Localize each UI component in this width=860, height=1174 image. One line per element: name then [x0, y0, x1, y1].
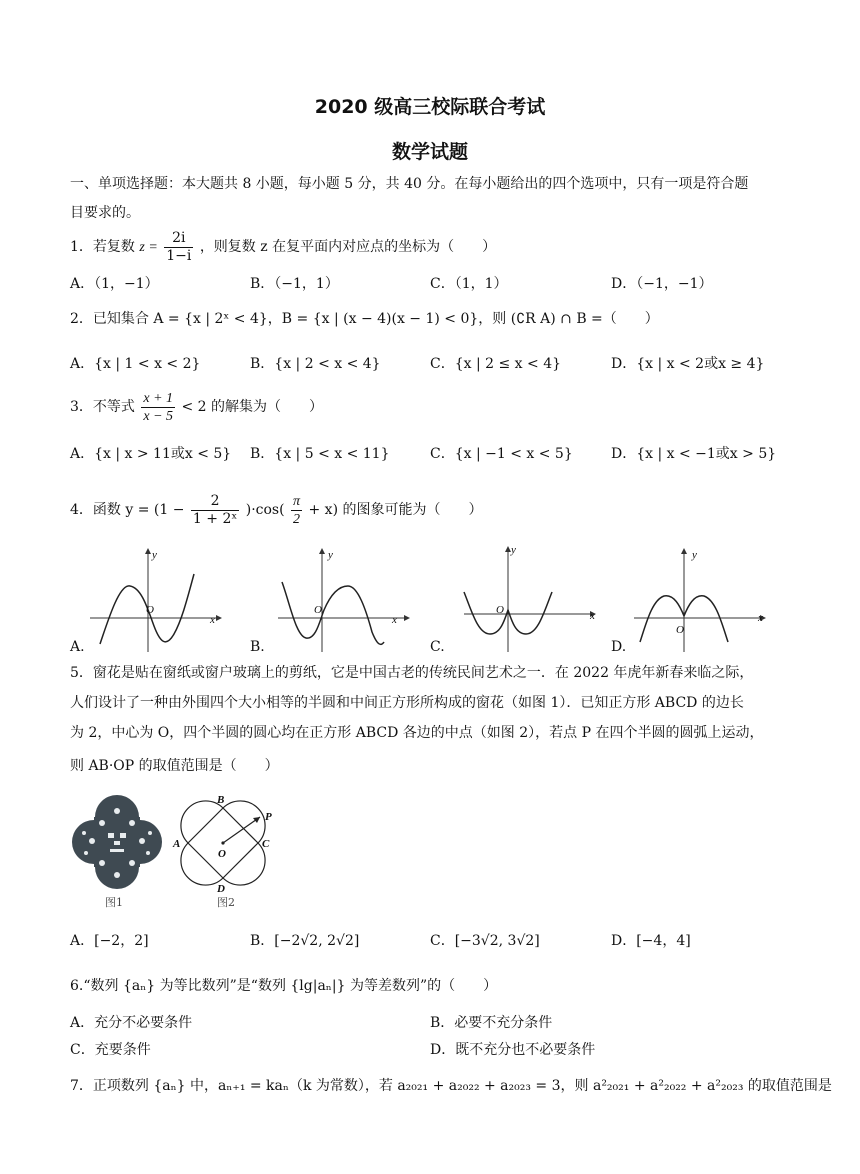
q5-figure-1: [72, 793, 162, 891]
q2-option-a[interactable]: A．{x | 1 < x < 2}: [70, 356, 201, 372]
q4-option-d-label[interactable]: D.: [611, 639, 627, 655]
q4-graph-a-y-label: y: [152, 549, 157, 561]
q5-label-p: P: [265, 811, 272, 823]
page-title: 2020 级高三校际联合考试: [314, 96, 546, 118]
q4-graph-d-origin: O: [676, 624, 684, 636]
q1-option-a[interactable]: A．（1，−1）: [70, 276, 159, 292]
q5-option-c[interactable]: C．[−3√2, 3√2]: [430, 933, 540, 949]
q5-line4: 则 AB·OP 的取值范围是（ ）: [70, 758, 279, 774]
q1-suffix: ，则复数 z 在复平面内对应点的坐标为（ ）: [199, 239, 497, 255]
q2-option-d[interactable]: D．{x | x < 2或x ≥ 4}: [611, 356, 765, 372]
q6-option-d[interactable]: D．既不充分也不必要条件: [430, 1042, 596, 1058]
q4-graph-c-x-label: x: [590, 610, 595, 622]
q6-option-b[interactable]: B．必要不充分条件: [430, 1015, 553, 1031]
q1-prefix: 1．若复数: [70, 239, 135, 255]
q1-numerator: 2i: [164, 230, 193, 248]
q4-prefix: 4．函数 y = (1 −: [70, 502, 185, 518]
question-2: 2．已知集合 A = {x | 2ˣ < 4}，B = {x | (x − 4)(x − 1) < 0}，则 (∁R A) ∩ B =（ ）: [70, 311, 659, 327]
q5-option-d[interactable]: D．[−4，4]: [611, 933, 691, 949]
q1-fraction: [164, 230, 193, 265]
q4-graph-b-x-label: x: [392, 614, 397, 626]
q3-fraction: [141, 390, 175, 425]
q5-label-b: B: [217, 794, 225, 806]
section-instructions-line2: 目要求的。: [70, 205, 140, 221]
q3-option-b[interactable]: B．{x | 5 < x < 11}: [250, 446, 390, 462]
q1-option-d[interactable]: D．（−1，−1）: [611, 276, 713, 292]
q4-graph-b-origin: O: [314, 604, 322, 616]
q3-option-d[interactable]: D．{x | x < −1或x > 5}: [611, 446, 777, 462]
q4-graph-b-y-label: y: [328, 549, 333, 561]
q2-option-b[interactable]: B．{x | 2 < x < 4}: [250, 356, 381, 372]
question-6: 6.“数列 {aₙ} 为等比数列”是“数列 {lg|aₙ|} 为等差数列”的（ ）: [70, 978, 498, 994]
q1-z: z =: [139, 240, 158, 255]
q4-fraction-2: [291, 493, 302, 528]
q3-option-a[interactable]: A．{x | x > 11或x < 5}: [70, 446, 232, 462]
q3-denominator: x − 5: [143, 408, 174, 424]
q1-denominator: 1−i: [166, 247, 192, 264]
question-3: [70, 388, 323, 426]
q4-graph-c[interactable]: [450, 540, 610, 656]
q1-option-b[interactable]: B．（−1，1）: [250, 276, 339, 292]
q6-option-c[interactable]: C．充要条件: [70, 1042, 151, 1058]
q4-option-b-label[interactable]: B.: [250, 639, 265, 655]
q4-graph-d-x-label: x: [758, 612, 763, 624]
q5-line1: 5．窗花是贴在窗纸或窗户玻璃上的剪纸，它是中国古老的传统民间艺术之一．在 2022 年虎年新春来临之际，: [70, 665, 754, 681]
q1-option-c[interactable]: C．（1，1）: [430, 276, 508, 292]
q4-numerator-1: 2: [191, 493, 239, 511]
q4-denominator-1: 1 + 2ˣ: [192, 510, 238, 527]
q5-option-b[interactable]: B．[−2√2, 2√2]: [250, 933, 360, 949]
q5-label-c: C: [262, 838, 270, 850]
q4-graph-c-y-label: y: [511, 544, 516, 556]
section-instructions-line1: 一、单项选择题：本大题共 8 小题，每小题 5 分，共 40 分。在每小题给出的四个选项中，只有一项是符合题: [70, 176, 749, 192]
q3-prefix: 3．不等式: [70, 399, 135, 415]
page-subtitle: 数学试题: [391, 141, 468, 163]
q4-suffix: + x) 的图象可能为（ ）: [308, 502, 483, 518]
q4-option-a-label[interactable]: A.: [70, 639, 85, 655]
q4-numerator-2: π: [293, 493, 301, 509]
q4-graph-b[interactable]: [258, 544, 418, 656]
q5-label-o: O: [218, 848, 226, 860]
q5-label-a: A: [173, 838, 181, 850]
q4-fraction-1: [191, 493, 239, 528]
q5-figure-2-caption: 图2: [217, 896, 235, 909]
question-7: 7．正项数列 {aₙ} 中，aₙ₊₁ = kaₙ（k 为常数），若 a₂₀₂₁ + a₂₀₂₂ + a₂₀₂₃ = 3，则 a²₂₀₂₁ + a²₂₀₂₂ + a²₂₀₂₃ 的取值范围是: [70, 1078, 832, 1094]
q6-option-a[interactable]: A．充分不必要条件: [70, 1015, 193, 1031]
q4-graph-a-x-label: x: [210, 614, 215, 626]
q5-line3: 为 2，中心为 O，四个半圆的圆心均在正方形 ABCD 各边的中点（如图 2），若点 P 在四个半圆的圆弧上运动，: [70, 725, 764, 741]
q3-option-c[interactable]: C．{x | −1 < x < 5}: [430, 446, 573, 462]
question-1: [70, 228, 496, 267]
q4-mid: )·cos(: [245, 502, 285, 518]
q5-option-a[interactable]: A．[−2，2]: [70, 933, 149, 949]
q3-numerator: x + 1: [143, 390, 174, 406]
q2-option-c[interactable]: C．{x | 2 ≤ x < 4}: [430, 356, 562, 372]
q5-line2: 人们设计了一种由外围四个大小相等的半圆和中间正方形所构成的窗花（如图 1）．已知正方形 ABCD 的边长: [70, 695, 744, 711]
q3-suffix: < 2 的解集为（ ）: [181, 399, 324, 415]
q4-option-c-label[interactable]: C.: [430, 639, 445, 655]
q4-denominator-2: 2: [293, 511, 301, 527]
q4-graph-c-origin: O: [496, 604, 504, 616]
q5-figure-1-caption: 图1: [105, 896, 123, 909]
q4-graph-a-origin: O: [146, 604, 154, 616]
q5-label-d: D: [217, 883, 225, 895]
q4-graph-d[interactable]: [620, 544, 780, 656]
q4-graph-d-y-label: y: [692, 549, 697, 561]
question-4: [70, 490, 483, 530]
